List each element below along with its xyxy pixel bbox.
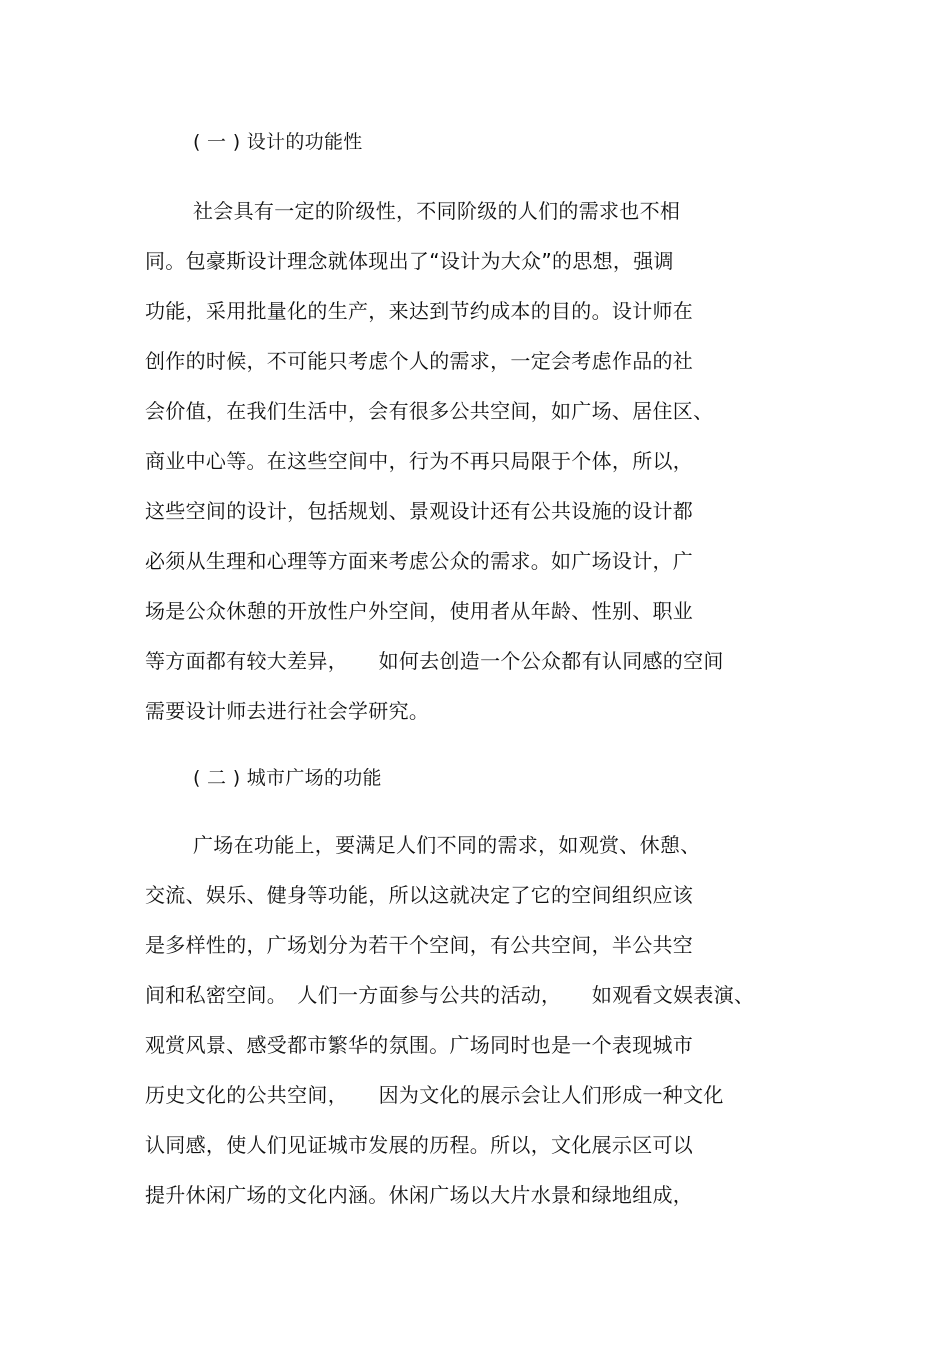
paragraph-line: 观赏风景、感受都市繁华的氛围。广场同时也是一个表现城市 [145, 1033, 694, 1057]
paragraph-line: 同。包豪斯设计理念就体现出了“设计为大众”的思想，强调 [145, 249, 674, 273]
section-heading-2: ( 二 ) 城市广场的功能 [193, 767, 382, 789]
paragraph-line: 广场在功能上，要满足人们不同的需求，如观赏、休憩、 [193, 833, 701, 857]
paragraph-line: 历史文化的公共空间， 因为文化的展示会让人们形成一种文化 [145, 1083, 724, 1107]
paragraph-line: 社会具有一定的阶级性，不同阶级的人们的需求也不相 [193, 199, 681, 223]
paragraph-line: 是多样性的，广场划分为若干个空间，有公共空间，半公共空 [145, 933, 694, 957]
paragraph-line: 场是公众休憩的开放性户外空间，使用者从年龄、性别、职业 [145, 599, 694, 623]
paragraph-line: 商业中心等。在这些空间中，行为不再只局限于个体，所以， [145, 449, 694, 473]
paragraph-line: 需要设计师去进行社会学研究。 [145, 699, 430, 723]
paragraph-line: 认同感，使人们见证城市发展的历程。所以，文化展示区可以 [145, 1133, 694, 1157]
paragraph-line: 创作的时候，不可能只考虑个人的需求，一定会考虑作品的社 [145, 349, 694, 373]
paragraph-line: 功能，采用批量化的生产，来达到节约成本的目的。设计师在 [145, 299, 694, 323]
section-heading-1: ( 一 ) 设计的功能性 [193, 131, 363, 153]
paragraph-line: 提升休闲广场的文化内涵。休闲广场以大片水景和绿地组成， [145, 1183, 694, 1207]
paragraph-line: 间和私密空间。 人们一方面参与公共的活动， 如观看文娱表演、 [145, 983, 755, 1007]
paragraph-line: 等方面都有较大差异， 如何去创造一个公众都有认同感的空间 [145, 649, 724, 673]
paragraph-line: 会价值，在我们生活中，会有很多公共空间，如广场、居住区、 [145, 399, 714, 423]
paragraph-line: 必须从生理和心理等方面来考虑公众的需求。如广场设计，广 [145, 549, 694, 573]
paragraph-line: 这些空间的设计，包括规划、景观设计还有公共设施的设计都 [145, 499, 694, 523]
paragraph-line: 交流、娱乐、健身等功能，所以这就决定了它的空间组织应该 [145, 883, 694, 907]
